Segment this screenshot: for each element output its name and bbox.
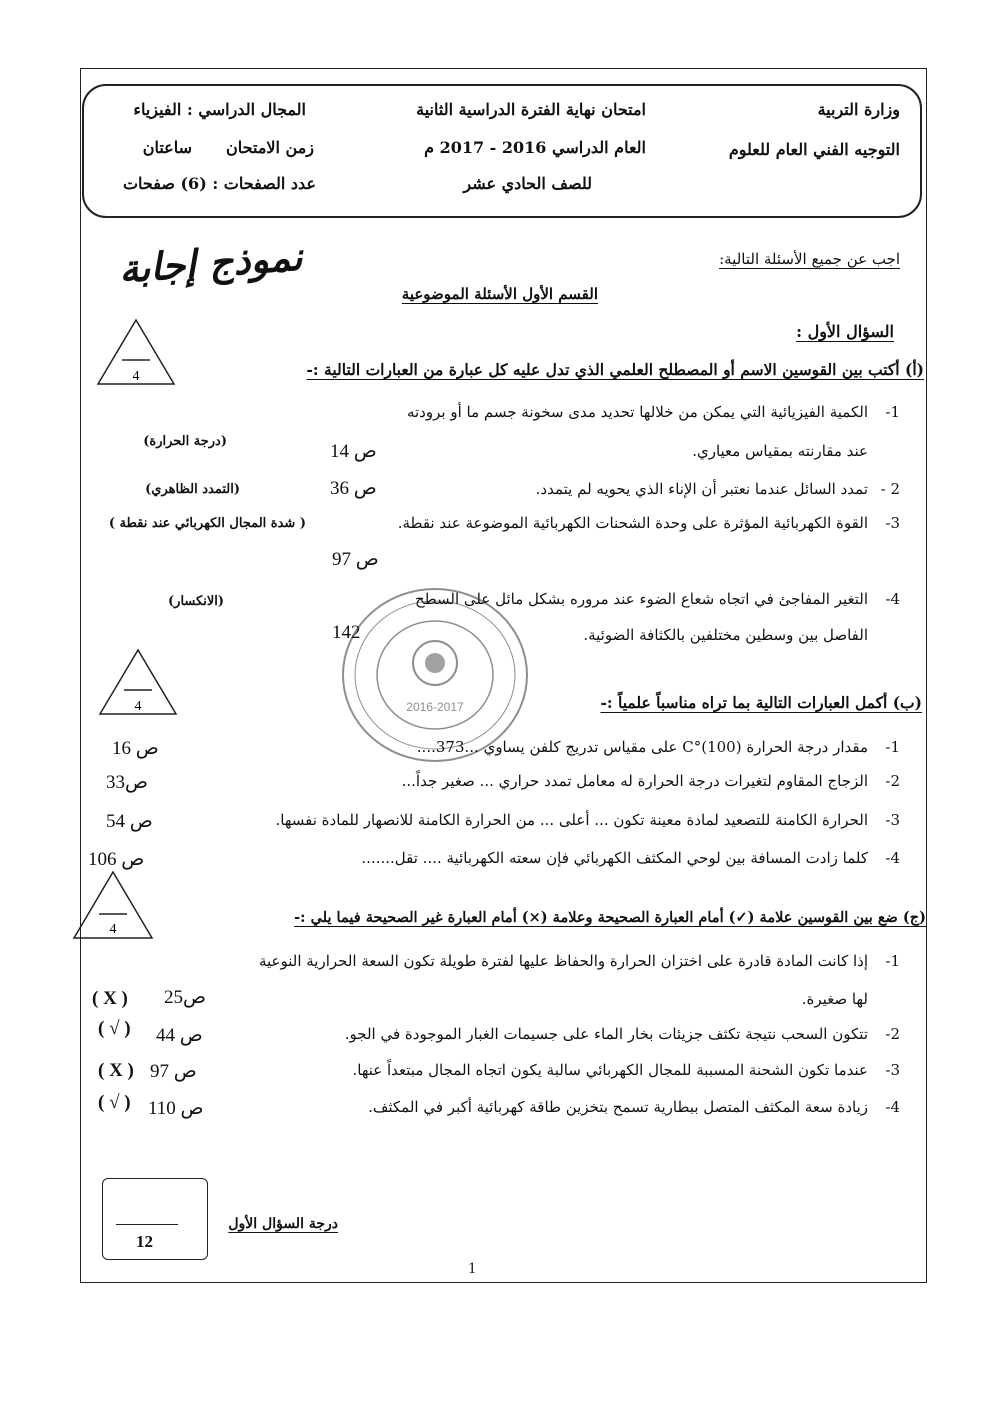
part-a-item-text: تمدد السائل عندما نعتبر أن الإناء الذي يحويه لم يتمدد.: [535, 480, 868, 498]
exam-title: امتحان نهاية الفترة الدراسية الثانية: [416, 100, 646, 119]
ministry-name: وزارة التربية: [817, 100, 900, 119]
question-total-label: درجة السؤال الأول: [228, 1216, 338, 1232]
page-ref: ص 16: [112, 738, 159, 759]
answer-mark: ( √ ): [98, 1018, 131, 1039]
part-b-item-text: الحرارة الكامنة للتصعيد لمادة معينة تكون ... أعلى ... من الحرارة الكامنة للانصهار للمادة نفسها.: [275, 811, 868, 829]
subject-field: المجال الدراسي : الفيزياء: [133, 100, 306, 119]
part-c-item-text: تتكون السحب نتيجة تكثف جزيئات بخار الماء على جسيمات الغبار الموجودة في الجو.: [344, 1025, 868, 1043]
duration-label: زمن الامتحان: [226, 138, 314, 157]
part-b-item-text: الزجاج المقاوم لتغيرات درجة الحرارة له معامل تمدد حراري ... صغير جداً...: [401, 772, 868, 790]
score-a-value: 4: [132, 369, 140, 384]
part-b-item-num: 4-: [885, 849, 900, 867]
page-ref: ص25: [164, 987, 206, 1008]
total-divider: [116, 1224, 178, 1225]
part-a-item-text: الكمية الفيزيائية التي يمكن من خلالها تحديد مدى سخونة جسم ما أو برودته: [406, 403, 868, 421]
part-a-answer: (درجة الحرارة): [143, 434, 227, 449]
page-ref: ص33: [106, 772, 148, 793]
part-a-heading: (أ) أكتب بين القوسين الاسم أو المصطلح العلمي الذي تدل عليه كل عبارة من العبارات التالية :-: [306, 360, 924, 379]
page-ref: ص 97: [150, 1061, 197, 1082]
part-b-item-num: 1-: [885, 738, 900, 756]
page-ref: ص 54: [106, 811, 153, 832]
instruction: اجب عن جميع الأسئلة التالية:: [719, 250, 900, 268]
part-a-item-text: عند مقارنته بمقياس معياري.: [692, 442, 868, 460]
page-ref: ص 106: [88, 849, 145, 870]
part-a-item-num: 3-: [885, 514, 900, 532]
part-c-item-num: 1-: [885, 952, 900, 970]
page-ref: ص 97: [332, 549, 379, 570]
part-a-item-text: الفاصل بين وسطين مختلفين بالكثافة الضوئية.: [583, 626, 868, 644]
score-triangle-a: [96, 318, 176, 386]
part-a-answer: ( شدة المجال الكهربائي عند نقطة ): [108, 516, 306, 531]
part-a-item-text: القوة الكهربائية المؤثرة على وحدة الشحنات الكهربائية الموضوعة عند نقطة.: [397, 514, 868, 532]
page-ref: ص 44: [156, 1025, 203, 1046]
part-c-item-text: إذا كانت المادة قادرة على اختزان الحرارة والحفاظ عليها لفترة طويلة تكون السعة الحرارية النوعية: [258, 952, 868, 970]
section-title: القسم الأول الأسئلة الموضوعية: [401, 285, 598, 303]
page-count: عدد الصفحات : (6) صفحات: [122, 174, 316, 193]
score-triangle-c: [72, 870, 154, 940]
part-c-item-num: 2-: [885, 1025, 900, 1043]
part-b-item-num: 3-: [885, 811, 900, 829]
part-c-item-num: 3-: [885, 1061, 900, 1079]
score-b-value: 4: [134, 699, 142, 714]
part-b-item-num: 2-: [885, 772, 900, 790]
score-c-value: 4: [109, 922, 117, 937]
part-c-item-text: عندما تكون الشحنة المسببة للمجال الكهربائي سالبة يكون اتجاه المجال مبتعداً عنها.: [352, 1061, 868, 1079]
part-a-item-num: 4-: [885, 590, 900, 608]
part-a-answer: (الانكسار): [168, 594, 224, 609]
part-c-item-text: زيادة سعة المكثف المتصل ببطارية تسمح بتخزين طاقة كهربائية أكبر في المكثف.: [368, 1098, 868, 1116]
part-c-item-num: 4-: [885, 1098, 900, 1116]
page-ref: ص 36: [330, 478, 377, 499]
part-a-answer: (التمدد الظاهري): [145, 482, 240, 497]
part-b-item-text: كلما زادت المسافة بين لوحي المكثف الكهربائي فإن سعته الكهربائية .... تقل.......: [361, 849, 868, 867]
part-b-item-text: مقدار درجة الحرارة (100)°C على مقياس تدريج كلفن يساوي ...373....: [416, 738, 868, 756]
part-c-heading: (ج) ضع بين القوسين علامة (✓) أمام العبارة الصحيحة وعلامة (×) أمام العبارة غير الصحيحة فيما يلي :-: [294, 909, 926, 926]
answer-mark: ( √ ): [98, 1092, 131, 1113]
academic-year: العام الدراسي 2016 - 2017 م: [424, 138, 646, 157]
question-title: السؤال الأول :: [796, 322, 894, 341]
page-ref: 142: [332, 622, 361, 643]
answer-key-mark: نموذج إجابة: [117, 233, 304, 292]
answer-mark: ( X ): [92, 988, 128, 1009]
page-ref: ص 14: [330, 441, 377, 462]
question-total-score: 12: [136, 1232, 153, 1251]
score-triangle-b: [98, 648, 178, 716]
page-number: 1: [468, 1260, 476, 1277]
part-a-item-num: 2 -: [880, 480, 900, 498]
page-ref: ص 110: [148, 1098, 204, 1119]
part-c-item-text: لها صغيرة.: [801, 990, 868, 1008]
stamp-year: 2016-2017: [406, 700, 464, 714]
part-a-item-text: التغير المفاجئ في اتجاه شعاع الضوء عند مروره بشكل مائل على السطح: [415, 590, 868, 608]
directorate-name: التوجيه الفني العام للعلوم: [728, 140, 900, 159]
part-a-item-num: 1-: [885, 403, 900, 421]
question-total-box: [102, 1178, 208, 1260]
answer-mark: ( X ): [98, 1060, 134, 1081]
grade-level: للصف الحادي عشر: [463, 174, 592, 193]
part-b-heading: (ب) أكمل العبارات التالية بما تراه مناسباً علمياً :-: [600, 693, 922, 712]
duration-value: ساعتان: [142, 138, 192, 157]
